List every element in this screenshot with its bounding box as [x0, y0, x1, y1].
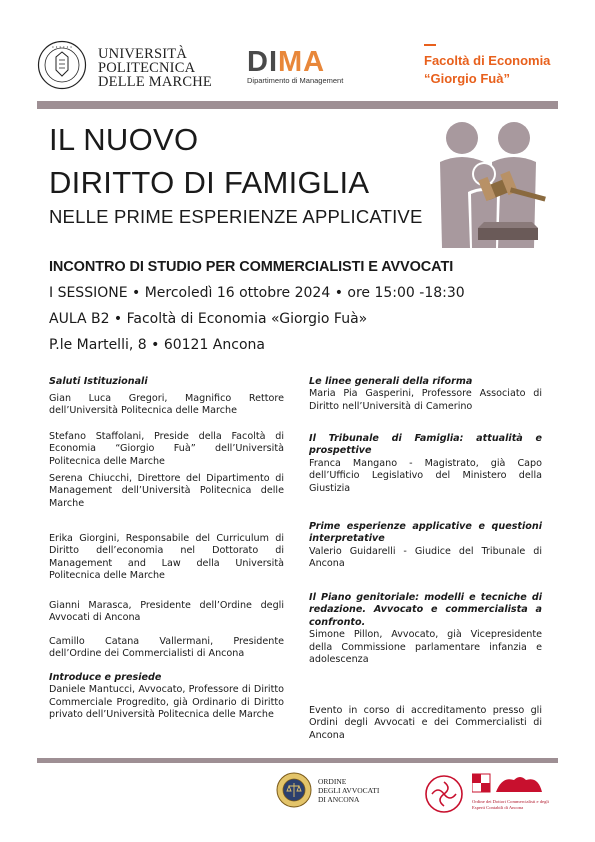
chair-section	[49, 672, 284, 722]
talk-title: Le linee generali della riforma	[309, 376, 473, 387]
faculty-name-line: Facoltà di Economia	[424, 53, 551, 68]
chair-text: Daniele Mantucci, Avvocato, Professore di Diritto Commerciale Progredito, già Ordinario di Diritto privato dell’Università Politecnica delle Marche	[49, 684, 284, 721]
university-name-line: POLITECNICA	[98, 60, 196, 76]
talk-item	[309, 592, 542, 666]
greeting-item	[49, 636, 284, 661]
greeting-item	[49, 473, 284, 510]
greeting-item	[49, 533, 284, 583]
faculty-accent-dash	[424, 44, 436, 46]
dima-logo-subtitle: Dipartimento di Management	[247, 76, 344, 85]
footer-divider	[37, 758, 558, 763]
title-line-2: DIRITTO DI FAMIGLIA	[49, 165, 370, 200]
university-name	[98, 47, 212, 89]
university-name-line: DELLE MARCHE	[98, 74, 212, 90]
talk-speaker: Valerio Guidarelli - Giudice del Tribunale di Ancona	[309, 545, 542, 570]
greeting-item	[49, 431, 284, 468]
greeting-text: Gianni Marasca, Presidente dell’Ordine degli Avvocati di Ancona	[49, 600, 284, 624]
talk-title: Il Tribunale di Famiglia: attualità e prospettive	[309, 433, 542, 457]
talk-title: Il Piano genitoriale: modelli e tecniche di redazione. Avvocato e commercialista a confronto.	[309, 592, 542, 628]
accreditation-text: Evento in corso di accreditamento presso gli Ordini degli Avvocati e dei Commercialisti di Ancona	[309, 705, 542, 741]
family-gavel-illustration	[418, 118, 558, 248]
commercialisti-emblem-logo	[472, 772, 546, 798]
commercialisti-circle-logo	[424, 774, 464, 814]
greetings-label-text: Saluti Istituzionali	[49, 376, 148, 387]
greeting-text: Gian Luca Gregori, Magnifico Rettore dell’Università Politecnica delle Marche	[49, 393, 284, 417]
event-session: I SESSIONE • Mercoledì 16 ottobre 2024 • ore 15:00 -18:30	[49, 285, 465, 301]
greeting-item	[49, 600, 284, 625]
event-venue: AULA B2 • Facoltà di Economia «Giorgio Fuà»	[49, 311, 368, 327]
talk-item	[309, 521, 542, 571]
greeting-text: Serena Chiucchi, Direttore del Dipartimento di Management dell’Università Politecnica delle Marche	[49, 473, 284, 509]
header-divider	[37, 101, 558, 109]
talk-speaker: Franca Mangano - Magistrato, già Capo dell’Ufficio Legislativo del Ministero della Giustizia	[309, 457, 542, 494]
greeting-item	[49, 393, 284, 418]
ordine-commercialisti-name: Ordine dei Dottori Commercialisti e degli Esperti Contabili di Ancona	[472, 799, 549, 810]
event-heading: INCONTRO DI STUDIO PER COMMERCIALISTI E AVVOCATI	[49, 259, 454, 275]
title-subtitle: NELLE PRIME ESPERIENZE APPLICATIVE	[49, 206, 423, 227]
ordine-avvocati-line: DEGLI AVVOCATI	[318, 786, 380, 795]
talk-item	[309, 376, 542, 413]
talk-speaker: Simone Pillon, Avvocato, già Vicepresidente della Commissione parlamentare infanzia e adolescenza	[309, 629, 542, 666]
accreditation-note	[309, 705, 542, 742]
faculty-name-line: “Giorgio Fuà”	[424, 71, 510, 86]
university-name-line: UNIVERSITÀ	[98, 46, 187, 62]
greeting-text: Erika Giorgini, Responsabile del Curriculum di Diritto dell’economia nel Dottorato di Management and Law della Università Politecnica delle Marche	[49, 533, 284, 582]
svg-text:• • • • • •: • • • • • •	[51, 44, 73, 50]
dima-logo-word	[247, 47, 343, 77]
dima-logo-main: DI	[247, 46, 278, 78]
ordine-avvocati-seal-logo	[276, 772, 312, 808]
greeting-text: Camillo Catana Vallermani, Presidente dell’Ordine dei Commercialisti di Ancona	[49, 636, 284, 660]
title-line-1: IL NUOVO	[49, 122, 199, 157]
chair-label: Introduce e presiede	[49, 672, 162, 683]
university-seal-logo	[37, 40, 87, 90]
dima-logo	[247, 47, 343, 85]
talk-speaker: Maria Pia Gasperini, Professore Associato di Diritto nell’Università di Camerino	[309, 388, 542, 412]
talk-item	[309, 433, 542, 495]
faculty-name	[424, 52, 550, 88]
greeting-text: Stefano Staffolani, Preside della Facoltà di Economia “Giorgio Fuà” dell’Università Politecnica delle Marche	[49, 431, 284, 467]
ordine-avvocati-line: DI ANCONA	[318, 795, 360, 804]
greetings-label	[49, 376, 284, 388]
talk-title: Prime esperienze applicative e questioni interpretative	[309, 521, 542, 545]
dima-logo-accent: MA	[278, 46, 326, 78]
ordine-avvocati-name	[318, 777, 379, 804]
ordine-avvocati-line: ORDINE	[318, 777, 347, 786]
event-address: P.le Martelli, 8 • 60121 Ancona	[49, 337, 265, 353]
